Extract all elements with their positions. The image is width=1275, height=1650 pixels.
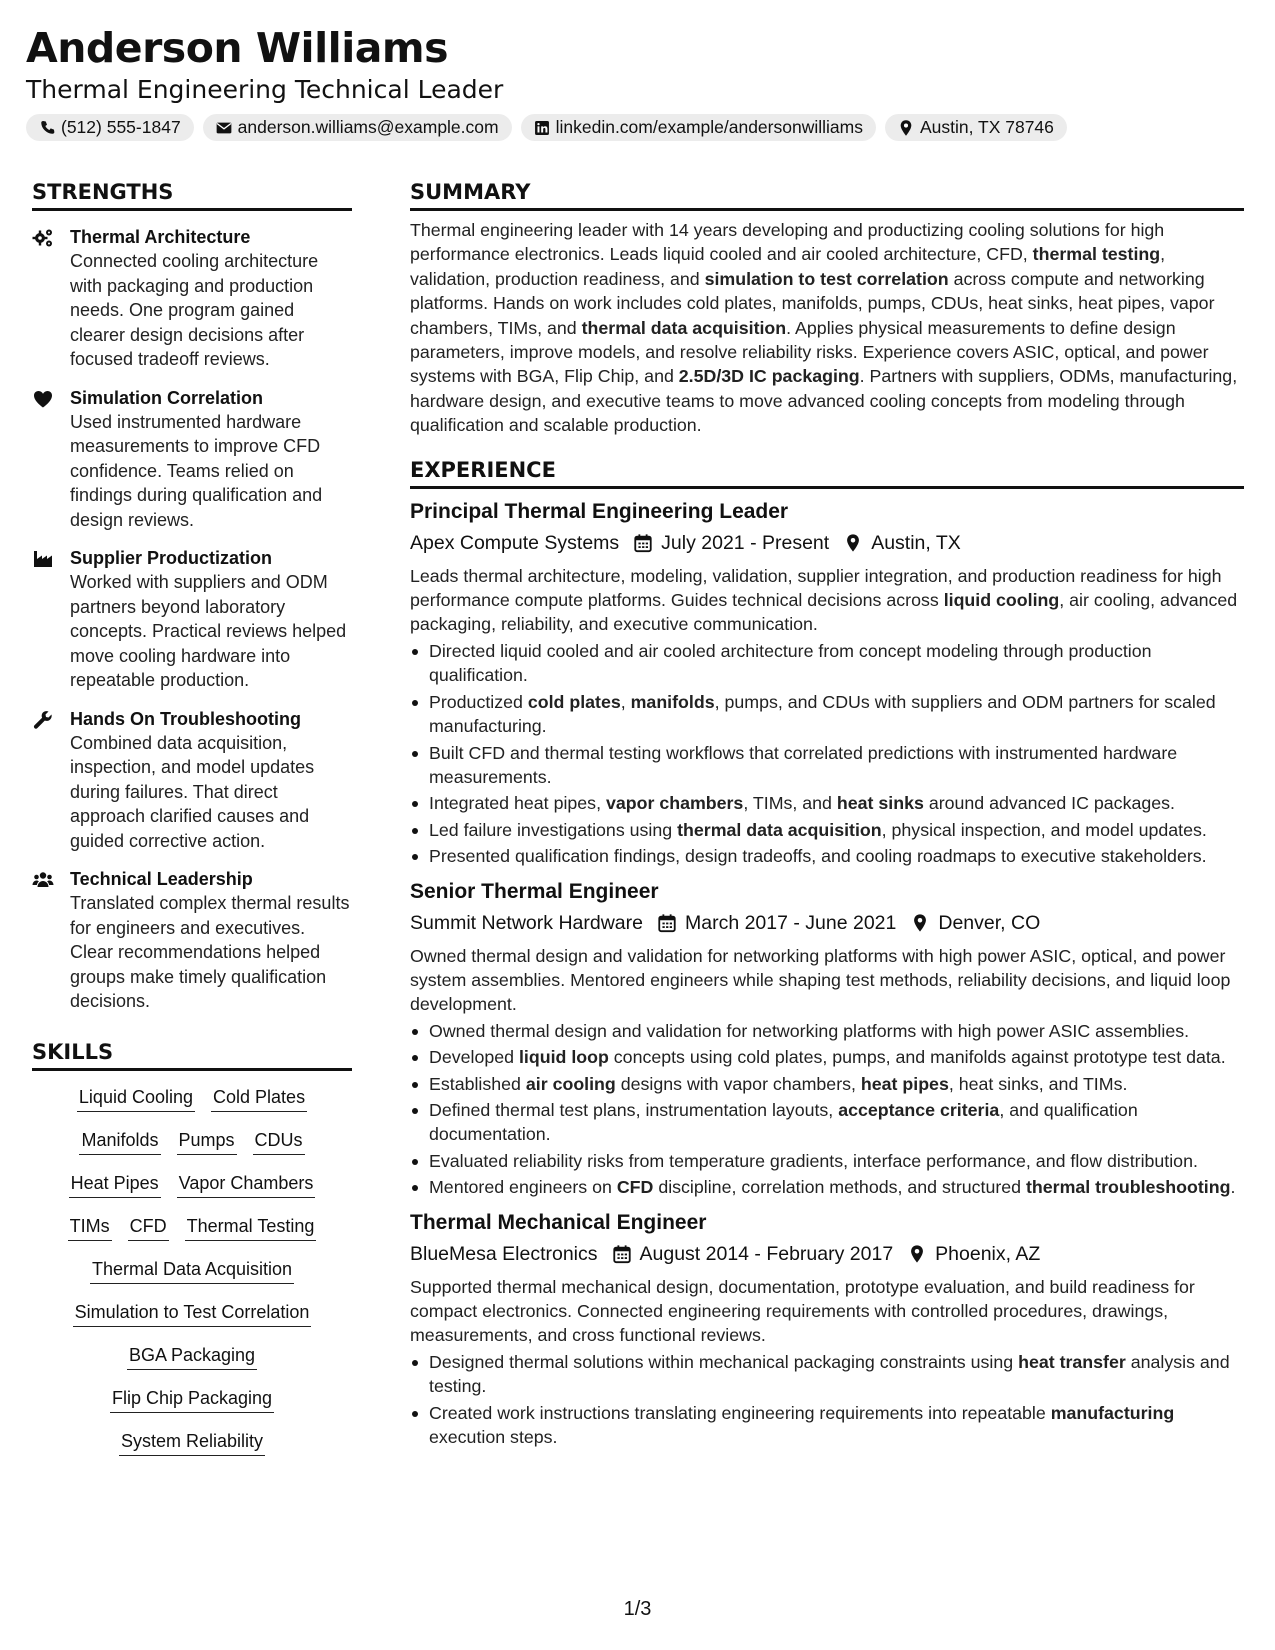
strengths-heading: STRENGTHS [32,178,352,211]
summary-heading: SUMMARY [410,178,1244,211]
bold-keyword: air cooling [525,1073,616,1094]
job-dates: March 2017 - June 2021 [684,911,897,934]
skill-tag: TIMs [68,1214,112,1241]
job-entry [410,877,1244,1200]
skill-row [32,1429,352,1456]
job-company: Summit Network Hardware [410,911,643,934]
text-run: discipline, correlation methods, and structured [653,1177,1026,1198]
industry-icon [32,548,54,570]
text-run: , TIMs, and [743,793,837,814]
strength-title: Simulation Correlation [70,387,264,408]
bold-keyword: simulation to test correlation [704,268,949,289]
bullet-item [410,1401,1244,1450]
strength-title: Supplier Productization [70,548,273,568]
calendar-icon [612,1244,632,1264]
bullet-item [410,818,1244,842]
job-entry [410,497,1244,869]
skill-tag: Thermal Data Acquisition [90,1257,294,1284]
skill-tag: CDUs [253,1128,305,1155]
bold-keyword: 2.5D/3D IC packaging [678,366,860,387]
skills-heading: SKILLS [32,1038,352,1071]
summary-text [410,218,1244,438]
text-run: designs with vapor chambers, [615,1073,861,1094]
text-run: , validation, production readiness, and [410,244,1166,289]
job-description [410,944,1244,1017]
page-number: 1/3 [623,1598,652,1620]
text-run: Led failure investigations using [429,819,678,840]
strength-item [32,867,352,1014]
bullet-item [410,1019,1244,1043]
text-run: Developed [429,1047,519,1068]
job-meta [410,1239,1244,1269]
text-run: analysis and testing. [429,1351,1230,1397]
skill-tag: CFD [128,1214,169,1241]
bold-keyword: thermal troubleshooting [1025,1177,1231,1198]
text-run: , physical inspection, and model updates. [881,819,1207,840]
text-run: . Applies physical measurements to define design parameters, improve models, and resolve reliability risks. Experience covers ASIC, optical, and power systems with BGA, Flip Chip, and [410,317,1209,387]
bullet-item [410,844,1244,868]
strength-description: Translated complex thermal results for engineers and executives. Clear recommendations helped groups make timely qualification decisions. [70,893,350,1011]
bold-keyword: liquid cooling [943,590,1060,611]
map-pin-icon [897,119,915,137]
contact-chip[interactable] [26,114,194,141]
bold-keyword: vapor chambers [605,793,744,814]
job-bullets [410,1350,1244,1450]
strength-item [32,386,352,533]
text-run: Productized [429,691,528,712]
text-run: around advanced IC packages. [923,793,1175,814]
text-run: Owned thermal design and validation for networking platforms with high power ASIC assemblies. [429,1020,1190,1041]
experience-heading: EXPERIENCE [410,456,1244,489]
skill-tag: Liquid Cooling [77,1085,195,1112]
text-run: Directed liquid cooled and air cooled architecture from concept modeling through production qualification. [429,640,1152,686]
skill-tag: Simulation to Test Correlation [73,1300,312,1327]
skill-row [32,1300,352,1327]
text-run: , [620,691,631,712]
bold-keyword: thermal testing [1032,244,1161,265]
skill-tag: System Reliability [119,1429,265,1456]
bold-keyword: manufacturing [1050,1402,1175,1423]
bold-keyword: acceptance criteria [838,1099,1000,1120]
strength-description: Worked with suppliers and ODM partners beyond laboratory concepts. Practical reviews helped move cooling hardware into repeatable production. [70,572,347,690]
strength-title: Hands On Troubleshooting [70,708,301,729]
skill-tag: Heat Pipes [69,1171,161,1198]
text-run: across compute and networking platforms. Hands on work includes cold plates, manifolds, pumps, CDUs, heat sinks, heat pipes, vapor chambers, TIMs, and [410,268,1215,338]
job-meta [410,528,1244,558]
skill-row [32,1085,352,1112]
bullet-item [410,1350,1244,1399]
skill-tag: Flip Chip Packaging [110,1386,274,1413]
text-run: Created work instructions translating engineering requirements into repeatable [429,1402,1051,1423]
envelope-icon [215,119,233,137]
text-run: Built CFD and thermal testing workflows that correlated predictions with instrumented hardware measurements. [429,742,1178,787]
job-title: Principal Thermal Engineering Leader [410,499,789,523]
job-title: Senior Thermal Engineer [410,879,659,903]
contact-text: (512) 555-1847 [61,117,181,137]
gears-icon [32,227,54,249]
text-run: execution steps. [429,1427,558,1448]
job-dates: July 2021 - Present [661,531,830,554]
text-run: Thermal engineering leader with 14 years developing and productizing cooling solutions for high performance electronics. Leads liquid cooled and air cooled architecture, CFD, [410,220,1165,265]
bold-keyword: heat transfer [1018,1351,1126,1372]
contact-bar [26,114,1256,141]
text-run: Integrated heat pipes, [429,793,606,814]
contact-chip[interactable] [521,114,876,141]
job-location: Austin, TX [871,531,961,554]
bold-keyword: cold plates [527,691,621,712]
strength-item [32,225,352,372]
text-run: Mentored engineers on [429,1177,617,1198]
contact-text: linkedin.com/example/andersonwilliams [555,117,863,137]
wrench-icon [32,709,54,731]
strength-description: Combined data acquisition, inspection, and model updates during failures. That direct approach clarified causes and guided corrective action. [70,732,315,851]
skill-row [32,1386,352,1413]
candidate-title: Thermal Engineering Technical Leader [26,75,504,104]
contact-chip[interactable] [203,114,512,141]
text-run: Designed thermal solutions within mechanical packaging constraints using [429,1351,1019,1372]
bullet-item [410,1072,1244,1096]
map-pin-icon [907,1244,927,1264]
job-bullets [410,1019,1244,1200]
heart-icon [32,388,54,410]
bold-keyword: heat pipes [860,1073,949,1094]
strength-title: Thermal Architecture [70,227,251,247]
strengths-list [32,225,352,1014]
text-run: concepts using cold plates, pumps, and manifolds against prototype test data. [608,1047,1226,1068]
skill-tag: Vapor Chambers [177,1171,316,1198]
job-description [410,564,1244,637]
skill-row [32,1343,352,1370]
strength-description: Used instrumented hardware measurements to improve CFD confidence. Teams relied on findings during qualification and design reviews. [70,411,323,530]
contact-text: Austin, TX 78746 [919,117,1054,137]
strength-description: Connected cooling architecture with packaging and production needs. One program gained clearer design decisions after focused tradeoff reviews. [70,251,319,369]
text-run: Supported thermal mechanical design, documentation, prototype evaluation, and build readiness for compact electronics. Connected engineering requirements with controlled procedures, drawings, measurements, and cross functional reviews. [410,1276,1195,1346]
bold-keyword: thermal data acquisition [677,819,882,840]
job-company: Apex Compute Systems [410,531,620,554]
skill-tag: Cold Plates [211,1085,307,1112]
job-description [410,1275,1244,1348]
users-icon [32,869,54,891]
text-run: Presented qualification findings, design tradeoffs, and cooling roadmaps to executive stakeholders. [429,846,1207,867]
bold-keyword: heat sinks [836,793,924,814]
left-column [32,178,352,1472]
text-run: Defined thermal test plans, instrumentation layouts, [429,1099,839,1120]
skill-tag: Pumps [177,1128,237,1155]
job-entry [410,1208,1244,1450]
bold-keyword: thermal data acquisition [581,317,787,338]
calendar-icon [633,533,653,553]
job-meta [410,908,1244,938]
skill-row [32,1257,352,1284]
phone-icon [38,119,56,137]
text-run: Leads thermal architecture, modeling, validation, supplier integration, and production readiness for high performance compute platforms. Guides technical decisions across [410,565,1222,611]
bullet-item [410,1175,1244,1199]
map-pin-icon [910,913,930,933]
bold-keyword: liquid loop [518,1047,609,1068]
bullet-item [410,1098,1244,1147]
strength-item [32,546,352,693]
skills-list [32,1085,352,1456]
skill-row [32,1128,352,1155]
contact-text: anderson.williams@example.com [237,117,499,137]
strength-title: Technical Leadership [70,869,253,889]
text-run: Evaluated reliability risks from temperature gradients, interface performance, and flow distribution. [429,1150,1198,1171]
bullet-item [410,1045,1244,1069]
text-run: Established [429,1073,526,1094]
text-run: , and qualification documentation. [429,1099,1138,1145]
text-run: . Partners with suppliers, ODMs, manufacturing, hardware design, and executive teams to move advanced cooling concepts from modeling through qualification and scalable production. [410,366,1238,436]
skill-row [32,1171,352,1198]
experience-list [410,497,1244,1450]
bullet-item [410,690,1244,739]
bullet-item [410,1149,1244,1173]
strength-item [32,707,352,854]
job-location: Denver, CO [938,911,1041,934]
job-company: BlueMesa Electronics [410,1242,598,1265]
text-run: , air cooling, advanced packaging, reliability, and executive communication. [410,590,1238,635]
text-run: , heat sinks, and TIMs. [948,1073,1128,1094]
job-location: Phoenix, AZ [935,1242,1041,1265]
bullet-item [410,741,1244,790]
candidate-name: Anderson Williams [26,24,449,72]
text-run: , pumps, and CDUs with suppliers and ODM partners for scaled manufacturing. [429,691,1216,737]
job-title: Thermal Mechanical Engineer [410,1210,707,1234]
bold-keyword: manifolds [630,691,715,712]
skill-row [32,1214,352,1241]
job-dates: August 2014 - February 2017 [639,1242,894,1265]
right-column [410,178,1244,1449]
text-run: Owned thermal design and validation for networking platforms with high power ASIC, optical, and power system assemblies. Mentored engineers while shaping test methods, reliability decisions, and liquid loop development. [410,945,1231,1015]
bullet-item [410,639,1244,688]
skill-tag: Manifolds [79,1128,160,1155]
bullet-item [410,791,1244,815]
contact-chip[interactable] [885,114,1067,141]
calendar-icon [657,913,677,933]
resume-header [26,22,1256,141]
skill-tag: BGA Packaging [127,1343,257,1370]
bold-keyword: CFD [616,1177,654,1198]
text-run: . [1230,1177,1236,1198]
linkedin-icon [533,119,551,137]
job-bullets [410,639,1244,869]
map-pin-icon [843,533,863,553]
skill-tag: Thermal Testing [185,1214,317,1241]
